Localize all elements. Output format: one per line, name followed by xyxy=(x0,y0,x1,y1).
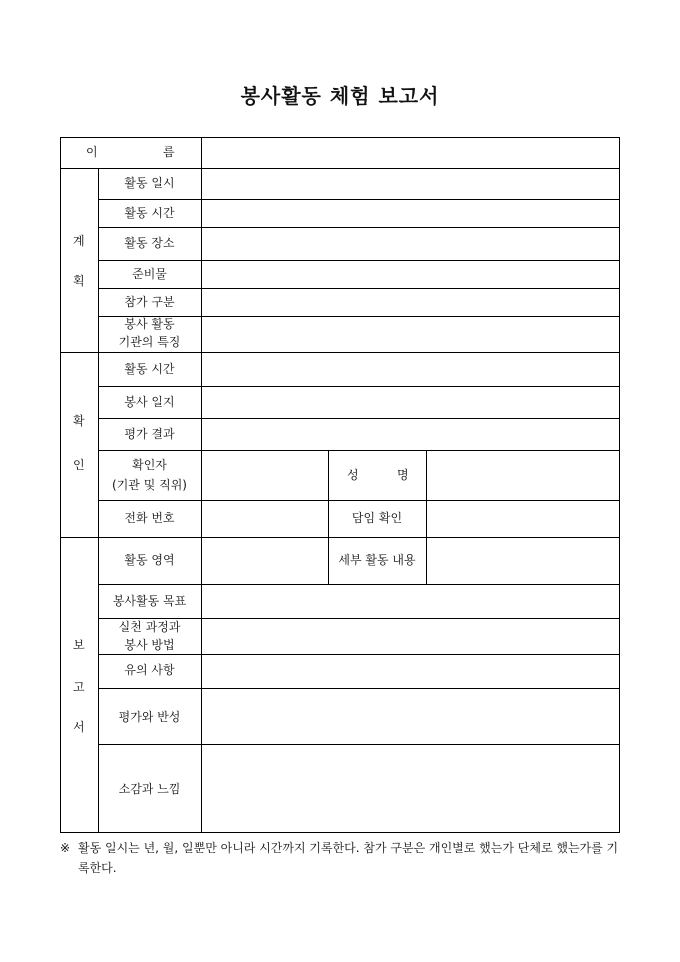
confirm-log-field[interactable] xyxy=(202,387,619,418)
section-confirm-char2: 인 xyxy=(73,458,85,472)
label-report-detail: 세부 활동 내용 xyxy=(338,553,416,567)
homeroom-confirm-field[interactable] xyxy=(427,501,619,537)
label-plan-time: 활동 시간 xyxy=(124,206,175,220)
section-plan-char1: 계 xyxy=(73,234,85,248)
plan-participation-field[interactable] xyxy=(202,289,619,316)
label-report-goal: 봉사활동 목표 xyxy=(112,594,187,608)
label-signature-right: 명 xyxy=(397,468,409,482)
report-goal-field[interactable] xyxy=(202,585,619,618)
report-notes-field[interactable] xyxy=(202,655,619,688)
confirm-eval-field[interactable] xyxy=(202,419,619,450)
label-phone: 전화 번호 xyxy=(124,511,175,525)
label-report-process-line1: 실천 과정과 xyxy=(118,620,181,634)
label-plan-participation: 참가 구분 xyxy=(124,295,175,309)
signature-field[interactable] xyxy=(427,451,619,500)
plan-place-field[interactable] xyxy=(202,228,619,260)
label-report-evaluation: 평가와 반성 xyxy=(118,710,181,724)
confirmer-field[interactable] xyxy=(202,451,328,500)
label-plan-place: 활동 장소 xyxy=(124,236,175,250)
plan-datetime-field[interactable] xyxy=(202,169,619,199)
label-plan-supplies: 준비물 xyxy=(132,267,167,281)
report-evaluation-field[interactable] xyxy=(202,689,619,744)
label-plan-agency-line1: 봉사 활동 xyxy=(124,317,175,331)
label-plan-agency-line2: 기관의 특징 xyxy=(118,335,181,349)
name-label-right: 름 xyxy=(163,145,175,159)
report-impressions-field[interactable] xyxy=(202,745,619,832)
report-area-field[interactable] xyxy=(202,538,328,584)
reference-mark-icon: ※ xyxy=(60,841,71,855)
label-confirm-time: 활동 시간 xyxy=(124,362,175,376)
section-plan-char2: 획 xyxy=(73,274,85,288)
label-plan-datetime: 활동 일시 xyxy=(124,176,175,190)
report-detail-field[interactable] xyxy=(427,538,619,584)
label-confirmer-line1: 확인자 xyxy=(132,458,167,472)
label-homeroom-confirm: 담임 확인 xyxy=(351,511,403,525)
name-label-left: 이 xyxy=(86,145,98,159)
label-confirm-log: 봉사 일지 xyxy=(124,395,175,409)
confirm-time-field[interactable] xyxy=(202,353,619,386)
name-field[interactable] xyxy=(202,138,619,168)
section-report-char1: 보 xyxy=(73,638,85,652)
footnote xyxy=(60,838,626,878)
label-report-notes: 유의 사항 xyxy=(124,663,175,677)
report-process-field[interactable] xyxy=(202,619,619,654)
table-border-left xyxy=(60,137,61,833)
document-title: 봉사활동 체험 보고서 xyxy=(240,84,440,108)
label-report-impressions: 소감과 느낌 xyxy=(118,782,181,796)
label-confirmer-line2: (기관 및 직위) xyxy=(112,478,187,492)
label-confirm-eval: 평가 결과 xyxy=(124,427,175,441)
table-border-bottom xyxy=(60,832,620,833)
plan-supplies-field[interactable] xyxy=(202,261,619,288)
label-report-process-line2: 봉사 방법 xyxy=(124,638,175,652)
plan-agency-field[interactable] xyxy=(202,317,619,352)
section-report-char3: 서 xyxy=(73,720,85,734)
section-confirm-char1: 확 xyxy=(73,414,85,428)
label-report-area: 활동 영역 xyxy=(124,553,175,567)
phone-field[interactable] xyxy=(202,501,328,537)
plan-time-field[interactable] xyxy=(202,200,619,227)
label-signature-left: 성 xyxy=(347,468,359,482)
section-report-char2: 고 xyxy=(73,680,85,694)
table-border-right xyxy=(619,137,620,833)
footnote-text: 활동 일시는 년, 월, 일뿐만 아니라 시간까지 기록한다. 참가 구분은 개인별로 했는가 단체로 했는가를 기록한다. xyxy=(78,841,619,875)
